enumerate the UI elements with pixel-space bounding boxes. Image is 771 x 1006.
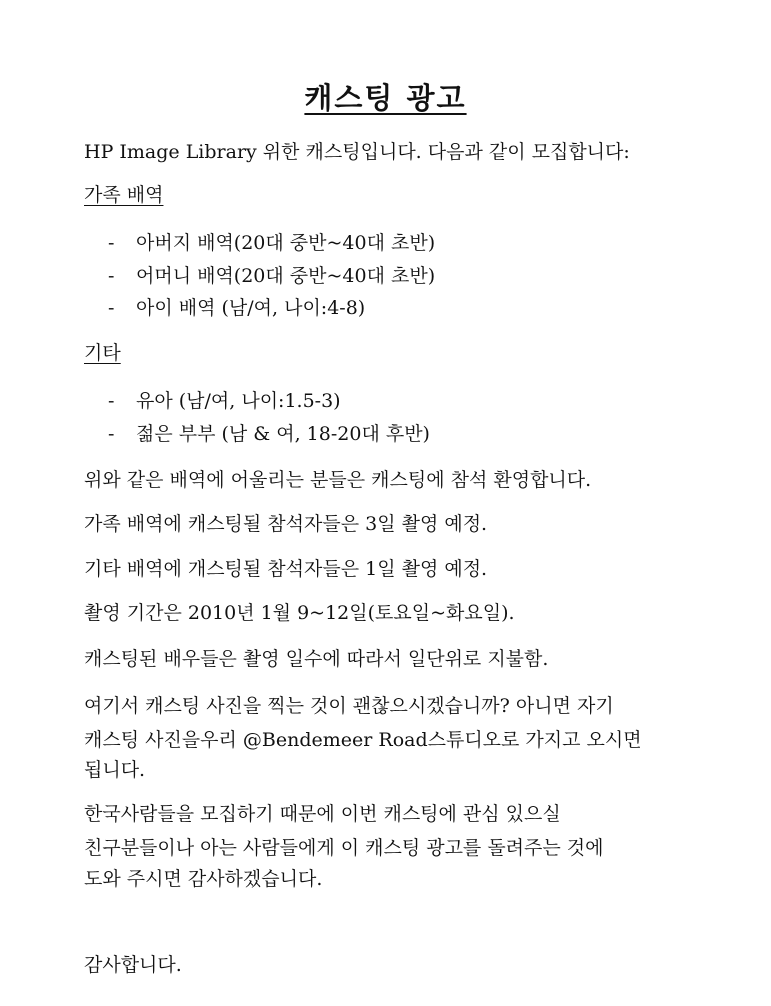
paragraph-family-schedule: 가족 배역에 캐스팅될 참석자들은 3일 촬영 예정.	[84, 513, 488, 535]
list-item	[108, 263, 435, 289]
list-item-text: 유아 (남/여, 나이:1.5-3)	[136, 390, 341, 412]
paragraph-photo-line: 여기서 캐스팅 사진을 찍는 것이 괜찮으시겠습니까? 아니면 자기	[84, 695, 614, 717]
closing-text: 감사합니다.	[84, 954, 182, 976]
list-item	[108, 421, 430, 447]
paragraph-photo-line: 캐스팅 사진을우리 @Bendemeer Road스튜디오로 가지고 오시면	[84, 729, 642, 751]
paragraph-request-line: 친구분들이나 아는 사람들에게 이 캐스팅 광고를 돌려주는 것에	[84, 837, 604, 859]
list-item	[108, 295, 365, 321]
paragraph-request-line: 도와 주시면 감사하겠습니다.	[84, 868, 323, 890]
list-item-text: 어머니 배역(20대 중반~40대 초반)	[136, 265, 436, 287]
bullet-mark: -	[108, 423, 115, 445]
paragraph-welcome: 위와 같은 배역에 어울리는 분들은 캐스팅에 참석 환영합니다.	[84, 469, 592, 491]
paragraph-photo-line: 됩니다.	[84, 759, 146, 781]
bullet-mark: -	[108, 390, 115, 412]
paragraph-other-schedule: 기타 배역에 개스팅될 참석자들은 1일 촬영 예정.	[84, 558, 488, 580]
list-item-text: 아버지 배역(20대 중반~40대 초반)	[136, 232, 436, 254]
intro-text: HP Image Library 위한 캐스팅입니다. 다음과 같이 모집합니다:	[84, 141, 630, 163]
bullet-mark: -	[108, 232, 115, 254]
family-roles-heading: 가족 배역	[84, 184, 164, 206]
bullet-mark: -	[108, 265, 115, 287]
bullet-mark: -	[108, 297, 115, 319]
paragraph-request-line: 한국사람들을 모집하기 때문에 이번 캐스팅에 관심 있으실	[84, 803, 561, 825]
other-roles-heading: 기타	[84, 342, 121, 364]
list-item-text: 젊은 부부 (남 & 여, 18-20대 후반)	[136, 423, 430, 445]
list-item	[108, 230, 435, 256]
list-item	[108, 388, 341, 414]
list-item-text: 아이 배역 (남/여, 나이:4-8)	[136, 297, 366, 319]
paragraph-payment: 캐스팅된 배우들은 촬영 일수에 따라서 일단위로 지불함.	[84, 648, 549, 670]
paragraph-shoot-period: 촬영 기간은 2010년 1월 9~12일(토요일~화요일).	[84, 602, 515, 624]
page-title: 캐스팅 광고	[304, 81, 467, 115]
